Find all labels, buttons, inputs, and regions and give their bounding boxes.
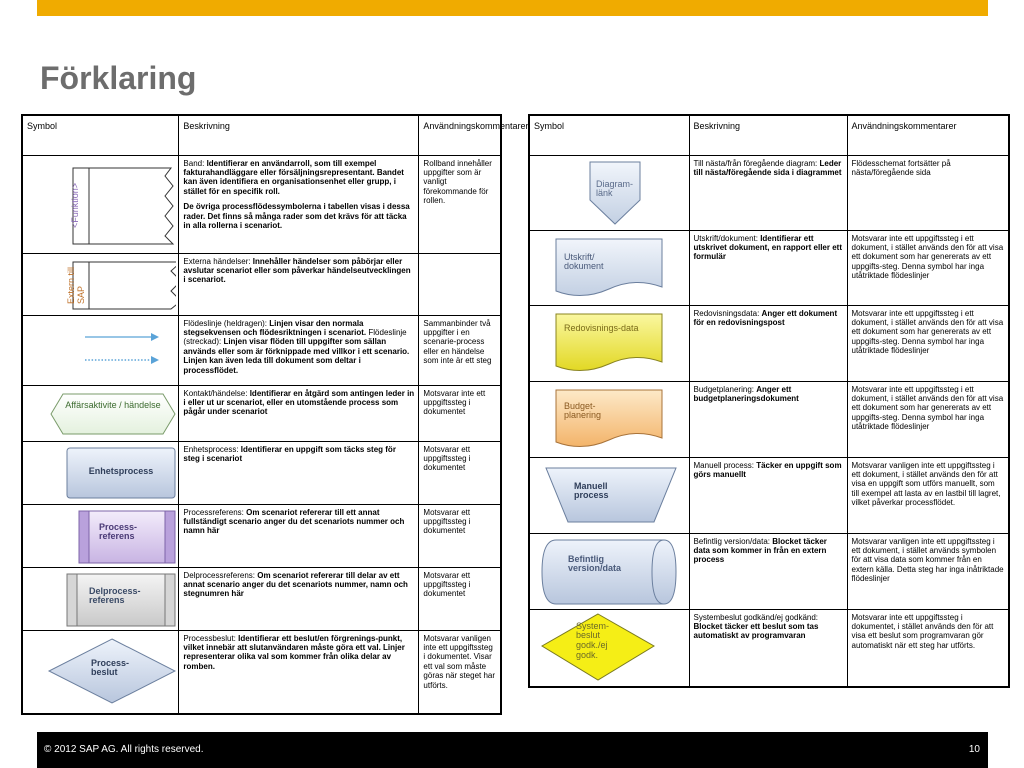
description-term: Budgetplanering: (693, 384, 757, 394)
description-term: Utskrift/dokument: (693, 233, 761, 243)
table-row (529, 533, 1009, 609)
comment-cell: Motsvarar vanligen inte ett uppgiftssteg i dokumentet. Visar ett val som måste göras när steget har utförts. (419, 630, 501, 714)
table-row (22, 567, 501, 630)
solid-flow-arrow-icon (85, 333, 159, 341)
header-description: Beskrivning (689, 115, 847, 155)
comment-cell: Motsvarar inte ett uppgiftssteg i dokumentet, i stället används den för att visa ett beslut som programvaran gör automatiskt när ett steg har utförts. (847, 609, 1009, 687)
description-text: Identifierar ett beslut/en förgrenings-punkt, vilket innebär att slutanvändaren måste göra ett val. Linjer representerar olika val som kommer från olika delar av romben. (183, 633, 405, 671)
symbol-cell (529, 155, 689, 230)
header-symbol: Symbol (529, 115, 689, 155)
description-text: Blocket täcker data som kommer in från en extern process (693, 536, 827, 565)
table-row (529, 381, 1009, 457)
comment-cell: Motsvarar inte ett uppgiftssteg i ett dokument, i stället används den för att visa ett dokument som har genererats av ett uppgifts-steg. Denna symbol har inga utåtriktade flödeslinjer (847, 381, 1009, 457)
table-row (529, 230, 1009, 305)
existing-data-label: Befintlig version/data (568, 553, 622, 574)
table-row (22, 155, 501, 253)
description-term: Manuell process: (693, 460, 757, 470)
comment-cell: Motsvarar vanligen inte ett uppgiftssteg i ett dokument, i stället används den för att visa en uppgift som utförs manuellt, som till exempel att lasta av en lastbil till lagret, vilket påverkar processflödet. (847, 457, 1009, 533)
description-cell (179, 315, 419, 385)
table-row (22, 385, 501, 441)
comment-cell: Motsvarar inte ett uppgiftssteg i ett dokument, i stället används den för att visa ett dokument som har genererats av ett uppgifts-steg. Denna symbol har inga utåtriktade flödeslinjer (847, 230, 1009, 305)
description-text: Identifierar en åtgärd som antingen leder in i eller ut ur scenariot, eller en utomstående process som pågår under scenariot (183, 388, 415, 417)
header-symbol: Symbol (22, 115, 179, 155)
table-row (22, 441, 501, 504)
symbol-cell (22, 567, 179, 630)
description-term: Processbeslut: (183, 633, 239, 643)
comment-cell (419, 253, 501, 315)
description-term: Band: (183, 158, 207, 168)
description-cell (689, 230, 847, 305)
symbol-cell (529, 230, 689, 305)
description-term: Externa händelser: (183, 256, 253, 266)
description-cell (689, 155, 847, 230)
description-text: Blocket täcker ett beslut som tas automatiskt av programvaran (693, 621, 819, 641)
symbol-cell (22, 385, 179, 441)
symbol-cell (22, 441, 179, 504)
symbol-cell (529, 305, 689, 381)
description-cell (689, 305, 847, 381)
description-cell (179, 441, 419, 504)
accounting-data-symbol (530, 306, 690, 382)
header-comments: Användningskommentarer (847, 115, 1009, 155)
description-term: Till nästa/från föregående diagram: (693, 158, 820, 168)
table-row (529, 609, 1009, 687)
diagram-link-label: Diagram-länk (596, 178, 634, 199)
dotted-flow-arrow-icon (85, 356, 159, 364)
description-cell (179, 630, 419, 714)
description-cell (179, 253, 419, 315)
description-term: Enhetsprocess: (183, 444, 241, 454)
description-cell (179, 155, 419, 253)
page-title: Förklaring (40, 60, 197, 96)
legend-table-right (528, 114, 1010, 688)
table-header-row (529, 115, 1009, 155)
band-symbol-label: <Funktion> (70, 182, 80, 228)
budget-planning-label: Budget-planering (564, 400, 602, 421)
comment-cell: Rollband innehåller uppgifter som är vanligt förekommande för rollen. (419, 155, 501, 253)
table-row (22, 315, 501, 385)
description-text: Anger ett dokument för en redovisningspost (693, 308, 838, 327)
symbol-cell (529, 533, 689, 609)
comment-cell: Motsvarar inte ett uppgiftssteg i ett dokument, i stället används den för att visa ett dokument som har genererats av ett uppgifts-steg. Denna symbol har inga utåtriktade flödeslinjer (847, 305, 1009, 381)
table-row (529, 155, 1009, 230)
description-text: Om scenariot refererar till delar av ett annat scenario anger du det scenariots nummer, namn och stegnumren här (183, 570, 408, 599)
table-header-row (22, 115, 501, 155)
symbol-cell (22, 315, 179, 385)
description-text: Innehåller händelser som påbörjar eller avslutar scenariot eller som påverkar händelseutvecklingen i scenariot. (183, 256, 411, 285)
external-event-symbol (23, 254, 176, 316)
description-cell (179, 567, 419, 630)
external-event-label: Extern till SAP (66, 266, 86, 304)
symbol-cell (22, 155, 179, 253)
manual-process-label: Manuell process (574, 480, 609, 501)
description-text: Identifierar en användarroll, som till exempel fakturahandläggare eller försäljningsrepresentant. Bandet kan även identifiera en organisationsenhet eller grupp, i stället för en specifik roll. (183, 158, 404, 196)
comment-cell: Motsvarar ett uppgiftssteg i dokumentet (419, 441, 501, 504)
document-label: Utskrift/ dokument (564, 251, 604, 272)
symbol-cell (22, 504, 179, 567)
description-text: Leder till nästa/föregående sida i diagrammet (693, 158, 842, 177)
symbol-cell (22, 630, 179, 714)
symbol-cell (529, 609, 689, 687)
comment-cell: Motsvarar vanligen inte ett uppgiftssteg i ett dokument, i stället används symbolen för att visa data som kommer från en extern källa. Detta steg har inga inåtriktade flödeslinjer (847, 533, 1009, 609)
description-cell (689, 381, 847, 457)
description-cell (689, 533, 847, 609)
description-term: Kontakt/händelse: (183, 388, 250, 398)
description-term: Redovisningsdata: (693, 308, 762, 318)
description-term: Systembeslut godkänd/ej godkänd: (693, 612, 819, 622)
subprocess-reference-label: Delprocess-referens (89, 585, 141, 606)
accounting-data-label: Redovisnings-data (564, 322, 639, 333)
comment-cell: Motsvarar ett uppgiftssteg i dokumentet (419, 504, 501, 567)
description-text-2: Linjen visar flöden till uppgifter som sällan används eller som är förknippade med villkor i ett scenario. Linjen kan även leda till dokument som deltar i processflödet. (183, 337, 410, 375)
description-text: Anger ett budgetplaneringsdokument (693, 384, 799, 403)
process-reference-label: Process-referens (99, 521, 138, 542)
symbol-cell (529, 457, 689, 533)
business-activity-symbol (23, 386, 176, 442)
page-number: 10 (968, 744, 980, 755)
header-description: Beskrivning (179, 115, 419, 155)
description-text: Identifierar ett utskrivet dokument, en rapport eller ett formulär (693, 233, 842, 262)
description-cell (689, 457, 847, 533)
table-row (529, 305, 1009, 381)
description-term: Delprocessreferens: (183, 570, 258, 580)
symbol-cell (529, 381, 689, 457)
description-text-2: De övriga processflödessymbolerna i tabellen visas i dessa rader. Det finns så många rader som det krävs för att täcka in alla rollerna i scenariot. (183, 202, 410, 231)
description-cell (179, 504, 419, 567)
description-cell (179, 385, 419, 441)
table-row (22, 253, 501, 315)
table-row (529, 457, 1009, 533)
description-text: Täcker en uppgift som görs manuellt (693, 460, 842, 479)
description-term: Flödeslinje (heldragen): (183, 318, 270, 328)
unit-process-label: Enhetsprocess (88, 465, 154, 476)
process-decision-label: Process-beslut (91, 657, 130, 678)
comment-cell: Motsvarar inte ett uppgiftssteg i dokumentet (419, 385, 501, 441)
table-row (22, 504, 501, 567)
comment-cell: Motsvarar ett uppgiftssteg i dokumentet (419, 567, 501, 630)
description-cell (689, 609, 847, 687)
business-activity-label: Affärsaktivite / händelse (65, 399, 161, 410)
description-text: Linjen visar den normala stegsekvensen och flödesriktningen i scenariot. (183, 318, 367, 337)
comment-cell: Flödesschemat fortsätter på nästa/föregående sida (847, 155, 1009, 230)
description-text: Om scenariot refererar till ett annat fullständigt scenario anger du det scenariots nummer och namn här (183, 507, 405, 536)
comment-cell: Sammanbinder två uppgifter i en scenarie-process eller en händelse som inte är ett steg (419, 315, 501, 385)
header-comments: Användningskommentarer (419, 115, 501, 155)
description-term: Befintlig version/data: (693, 536, 773, 546)
flow-line-symbols (23, 316, 176, 386)
table-row (22, 630, 501, 714)
copyright-text: © 2012 SAP AG. All rights reserved. (44, 744, 204, 755)
band-symbol (23, 156, 176, 254)
description-text: Identifierar en uppgift som täcks steg för steg i scenariot (183, 444, 396, 463)
footer-bar (37, 732, 988, 768)
description-term-2: Flödeslinje (streckad): (183, 327, 407, 347)
symbol-cell (22, 253, 179, 315)
system-decision-label: System-beslut godk./ej godk. (576, 620, 610, 661)
accent-bar (37, 0, 988, 16)
legend-table-left (21, 114, 529, 715)
description-term: Processreferens: (183, 507, 247, 517)
